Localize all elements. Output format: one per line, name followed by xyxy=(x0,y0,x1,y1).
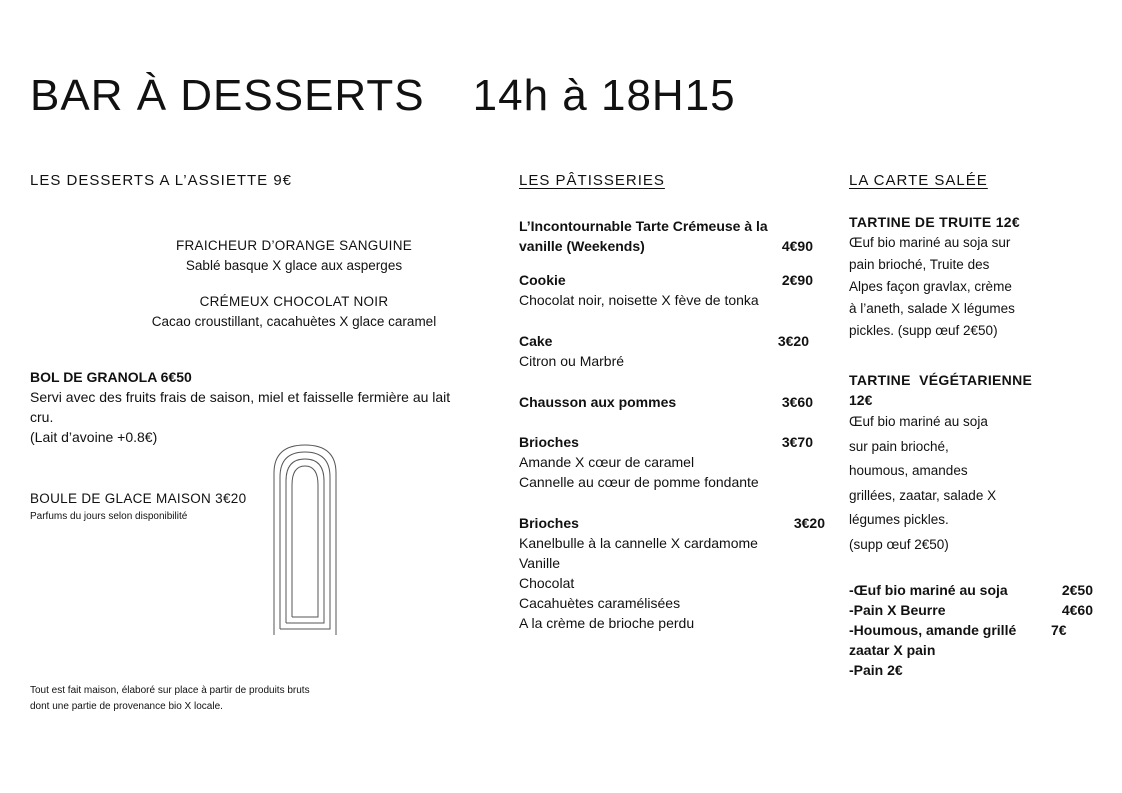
tarte-name-line1: L’Incontournable Tarte Crémeuse à la xyxy=(519,218,768,234)
granola-block xyxy=(30,367,500,447)
brioches-line: Chocolat xyxy=(519,575,575,591)
tarte-item xyxy=(519,216,813,256)
extra-item xyxy=(849,580,1093,600)
brioches-name: Brioches xyxy=(519,515,579,531)
cookie-name: Cookie xyxy=(519,272,566,288)
vege-line: Œuf bio mariné au soja xyxy=(849,414,988,429)
vege-block xyxy=(849,370,1049,557)
cookie-desc: Chocolat noir, noisette X fève de tonka xyxy=(519,292,759,308)
extra-name: -Œuf bio mariné au soja xyxy=(849,582,1008,598)
assiette-heading: LES DESSERTS A L’ASSIETTE 9€ xyxy=(30,172,293,189)
vege-line: grillées, zaatar, salade X xyxy=(849,487,997,503)
extra-price: 4€60 xyxy=(1061,602,1093,618)
item-name: FRAICHEUR D’ORANGE SANGUINE xyxy=(175,238,413,253)
truite-line: à l’aneth, salade X légumes xyxy=(849,301,1015,316)
extra-name: -Pain X Beurre xyxy=(849,602,946,618)
brioches-item xyxy=(519,432,813,492)
patisseries-heading: LES PÂTISSERIES xyxy=(519,172,665,189)
cake-desc: Citron ou Marbré xyxy=(519,353,625,369)
item-desc: Cacao croustillant, cacahuètes X glace caramel xyxy=(151,314,437,329)
extra-item xyxy=(849,620,1093,640)
art-deco-ornament-icon xyxy=(272,443,338,635)
cake-item xyxy=(519,331,809,371)
item-name: CRÉMEUX CHOCOLAT NOIR xyxy=(199,294,389,309)
brioches-line: Amande X cœur de caramel xyxy=(519,454,695,470)
vege-line: légumes pickles. xyxy=(849,512,949,527)
brioches-line: A la crème de brioche perdu xyxy=(519,615,695,631)
extra-price: 7€ xyxy=(1051,622,1067,638)
brioches-price: 3€20 xyxy=(793,515,825,531)
footer-line2: dont une partie de provenance bio X locale. xyxy=(30,701,223,712)
brioches-price: 3€70 xyxy=(781,434,813,450)
item-desc: Sablé basque X glace aux asperges xyxy=(185,258,403,273)
assiette-item xyxy=(30,236,558,276)
extras-block xyxy=(849,580,1093,680)
tarte-name-line2: vanille (Weekends) xyxy=(519,238,645,254)
chausson-name: Chausson aux pommes xyxy=(519,394,677,410)
glace-note: Parfums du jours selon disponibilité xyxy=(30,511,188,522)
granola-note: (Lait d’avoine +0.8€) xyxy=(30,429,158,445)
truite-line: pain brioché, Truite des xyxy=(849,257,990,272)
page-title xyxy=(30,66,736,126)
vege-line: sur pain brioché, xyxy=(849,438,949,454)
footer-note xyxy=(30,683,310,715)
truite-line: Œuf bio mariné au soja sur xyxy=(849,235,1011,250)
glace-title: BOULE DE GLACE MAISON 3€20 xyxy=(30,491,247,506)
cookie-price: 2€90 xyxy=(781,272,813,288)
granola-title: BOL DE GRANOLA 6€50 xyxy=(30,369,192,385)
brioches-name: Brioches xyxy=(519,434,579,450)
extra-tail: -Pain 2€ xyxy=(849,662,903,678)
cake-name: Cake xyxy=(519,333,553,349)
granola-desc-line2: cru. xyxy=(30,409,54,425)
extra-price: 2€50 xyxy=(1061,582,1093,598)
vege-line: (supp œuf 2€50) xyxy=(849,536,949,552)
truite-title: TARTINE DE TRUITE 12€ xyxy=(849,214,1020,230)
brioches-item xyxy=(519,513,825,633)
assiette-item xyxy=(30,292,558,332)
chausson-item xyxy=(519,392,813,412)
brioches-line: Vanille xyxy=(519,555,560,571)
extra-name: -Houmous, amande grillé xyxy=(849,622,1017,638)
truite-block xyxy=(849,212,1049,342)
vege-title-line1: TARTINE VÉGÉTARIENNE xyxy=(849,372,1033,388)
cookie-item xyxy=(519,270,813,310)
brioches-line: Kanelbulle à la cannelle X cardamome xyxy=(519,535,758,551)
truite-line: Alpes façon gravlax, crème xyxy=(849,279,1012,294)
sale-heading: LA CARTE SALÉE xyxy=(849,172,988,189)
truite-line: pickles. (supp œuf 2€50) xyxy=(849,323,998,338)
brioches-line: Cannelle au cœur de pomme fondante xyxy=(519,474,759,490)
chausson-price: 3€60 xyxy=(781,394,813,410)
opening-hours: 14h à 18H15 xyxy=(472,71,736,120)
granola-desc-line1: Servi avec des fruits frais de saison, miel et faisselle fermière au lait xyxy=(30,389,451,405)
vege-title-line2: 12€ xyxy=(849,392,873,408)
extra-tail: zaatar X pain xyxy=(849,642,936,658)
cake-price: 3€20 xyxy=(777,333,809,349)
extra-item xyxy=(849,600,1093,620)
menu-title: BAR À DESSERTS xyxy=(30,71,425,120)
tarte-price: 4€90 xyxy=(781,238,813,254)
footer-line1: Tout est fait maison, élaboré sur place à partir de produits bruts xyxy=(30,685,310,696)
brioches-line: Cacahuètes caramélisées xyxy=(519,595,681,611)
glace-block xyxy=(30,489,246,525)
vege-line: houmous, amandes xyxy=(849,463,968,478)
